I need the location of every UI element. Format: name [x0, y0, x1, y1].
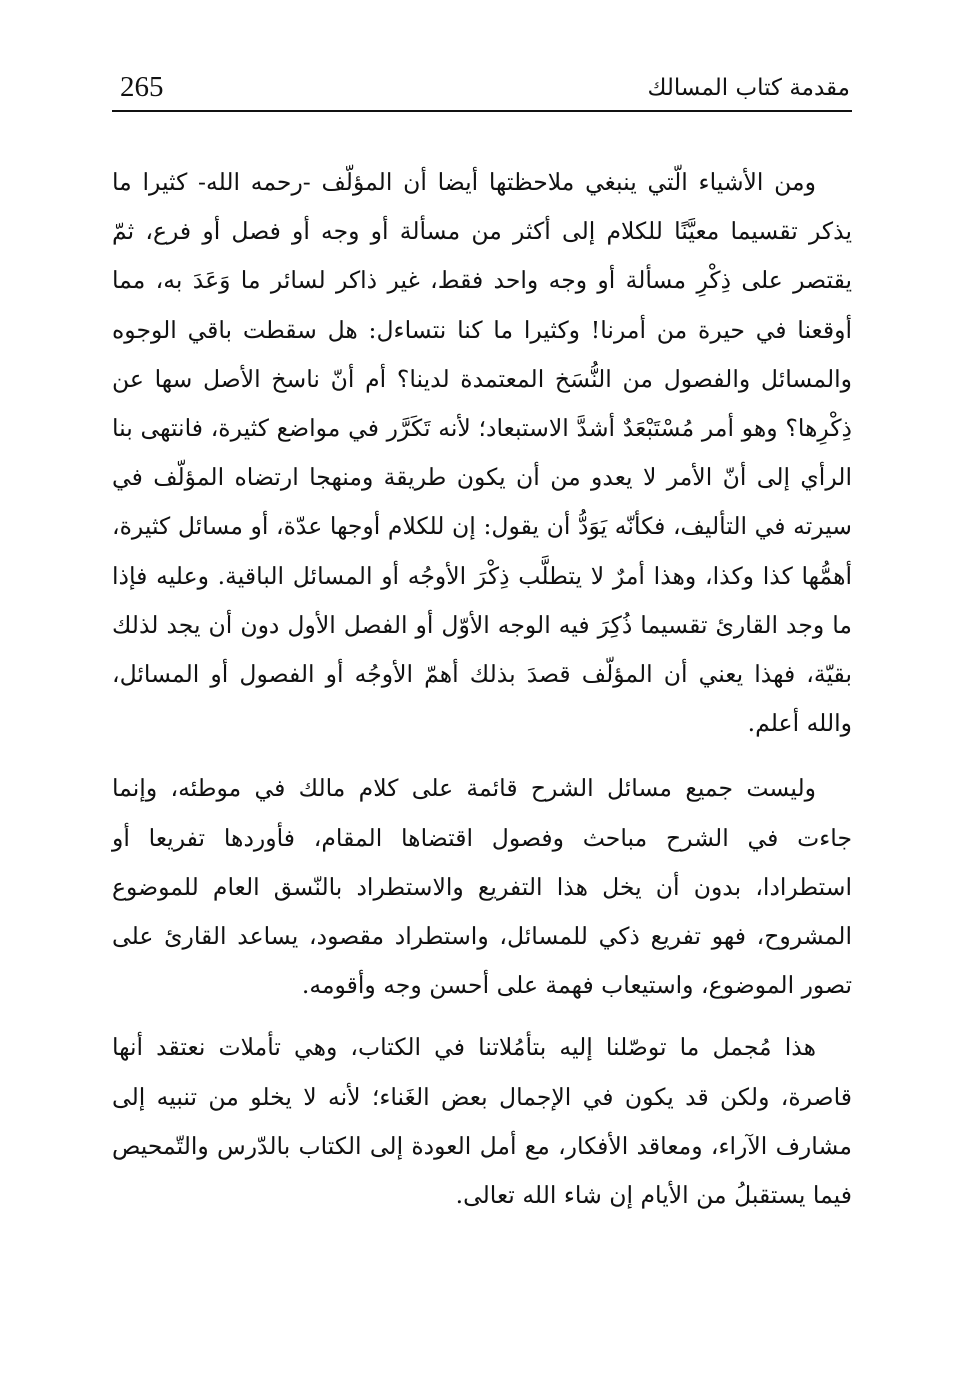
header-rule: [112, 110, 852, 112]
paragraph-1: ومن الأشياء الّتي ينبغي ملاحظتها أيضا أن المؤلّف -رحمه الله- كثيرا ما يذكر تقسيما معيَّنًا للكلام إلى أكثر من مسألة أو وجه أو فصل أو فرع، ثمّ يقتصر على ذِكْرِ مسألة أو وجه واحد فقط، غير ذاكر لسائر ما وَعَدَ به، مما أوقعنا في حيرة من أمرنا! وكثيرا ما كنا نتساءل: هل سقطت باقي الوجوه والمسائل والفصول من النُّسَخ المعتمدة لدينا؟ أم أنّ ناسخ الأصل سها عن ذِكْرِها؟ وهو أمر مُسْتَبْعَدٌ أشدَّ الاستبعاد؛ لأنه تَكَرَّر في مواضع كثيرة، فانتهى بنا الرأي إلى أنّ الأمر لا يعدو من أن يكون طريقة ومنهجا ارتضاه المؤلّف في سيرته في التأليف، فكأنّه يَوَدُّ أن يقول: إن للكلام أوجها عدّة، أو مسائل كثيرة، أهمُّها كذا وكذا، وهذا أمرٌ لا يتطلَّب ذِكْرَ الأوجُه أو المسائل الباقية. وعليه فإذا ما وجد القارئ تقسيما ذُكِرَ فيه الوجه الأوّل أو الفصل الأول دون أن يجد لذلك بقيّة، فهذا يعني أن المؤلّف قصدَ بذلك أهمّ الأوجُه أو الفصول أو المسائل، والله أعلم.: [112, 168, 852, 738]
paragraph-2: وليست جميع مسائل الشرح قائمة على كلام مالك في موطئه، وإنما جاءت في الشرح مباحث وفصول اقتضاها المقام، فأوردها تفريعا أو استطرادا، بدون أن يخل هذا التفريع والاستطراد بالنّسق العام للموضوع المشروح، فهو تفريع ذكي للمسائل، واستطراد مقصود، يساعد القارئ على تصور الموضوع، واستيعاب فهمة على أحسن وجه وأقومه.: [112, 774, 852, 1000]
running-title: مقدمة كتاب المسالك: [647, 75, 850, 101]
body-text: [112, 158, 852, 1233]
page-number: 265: [120, 71, 164, 103]
paragraph-3: هذا مُجمل ما توصّلنا إليه بتأمُلاتنا في الكتاب، وهي تأملات نعتقد أنها قاصرة، ولكن قد يكون في الإجمال بعض الغَناء؛ لأنه لا يخلو من تنبيه إلى مشارف الآراء، ومعاقد الأفكار، مع أمل العودة إلى الكتاب بالدّرس والتّمحيص فيما يستقبلُ من الأيام إن شاء الله تعالى.: [112, 1033, 852, 1210]
running-header: [112, 62, 852, 112]
